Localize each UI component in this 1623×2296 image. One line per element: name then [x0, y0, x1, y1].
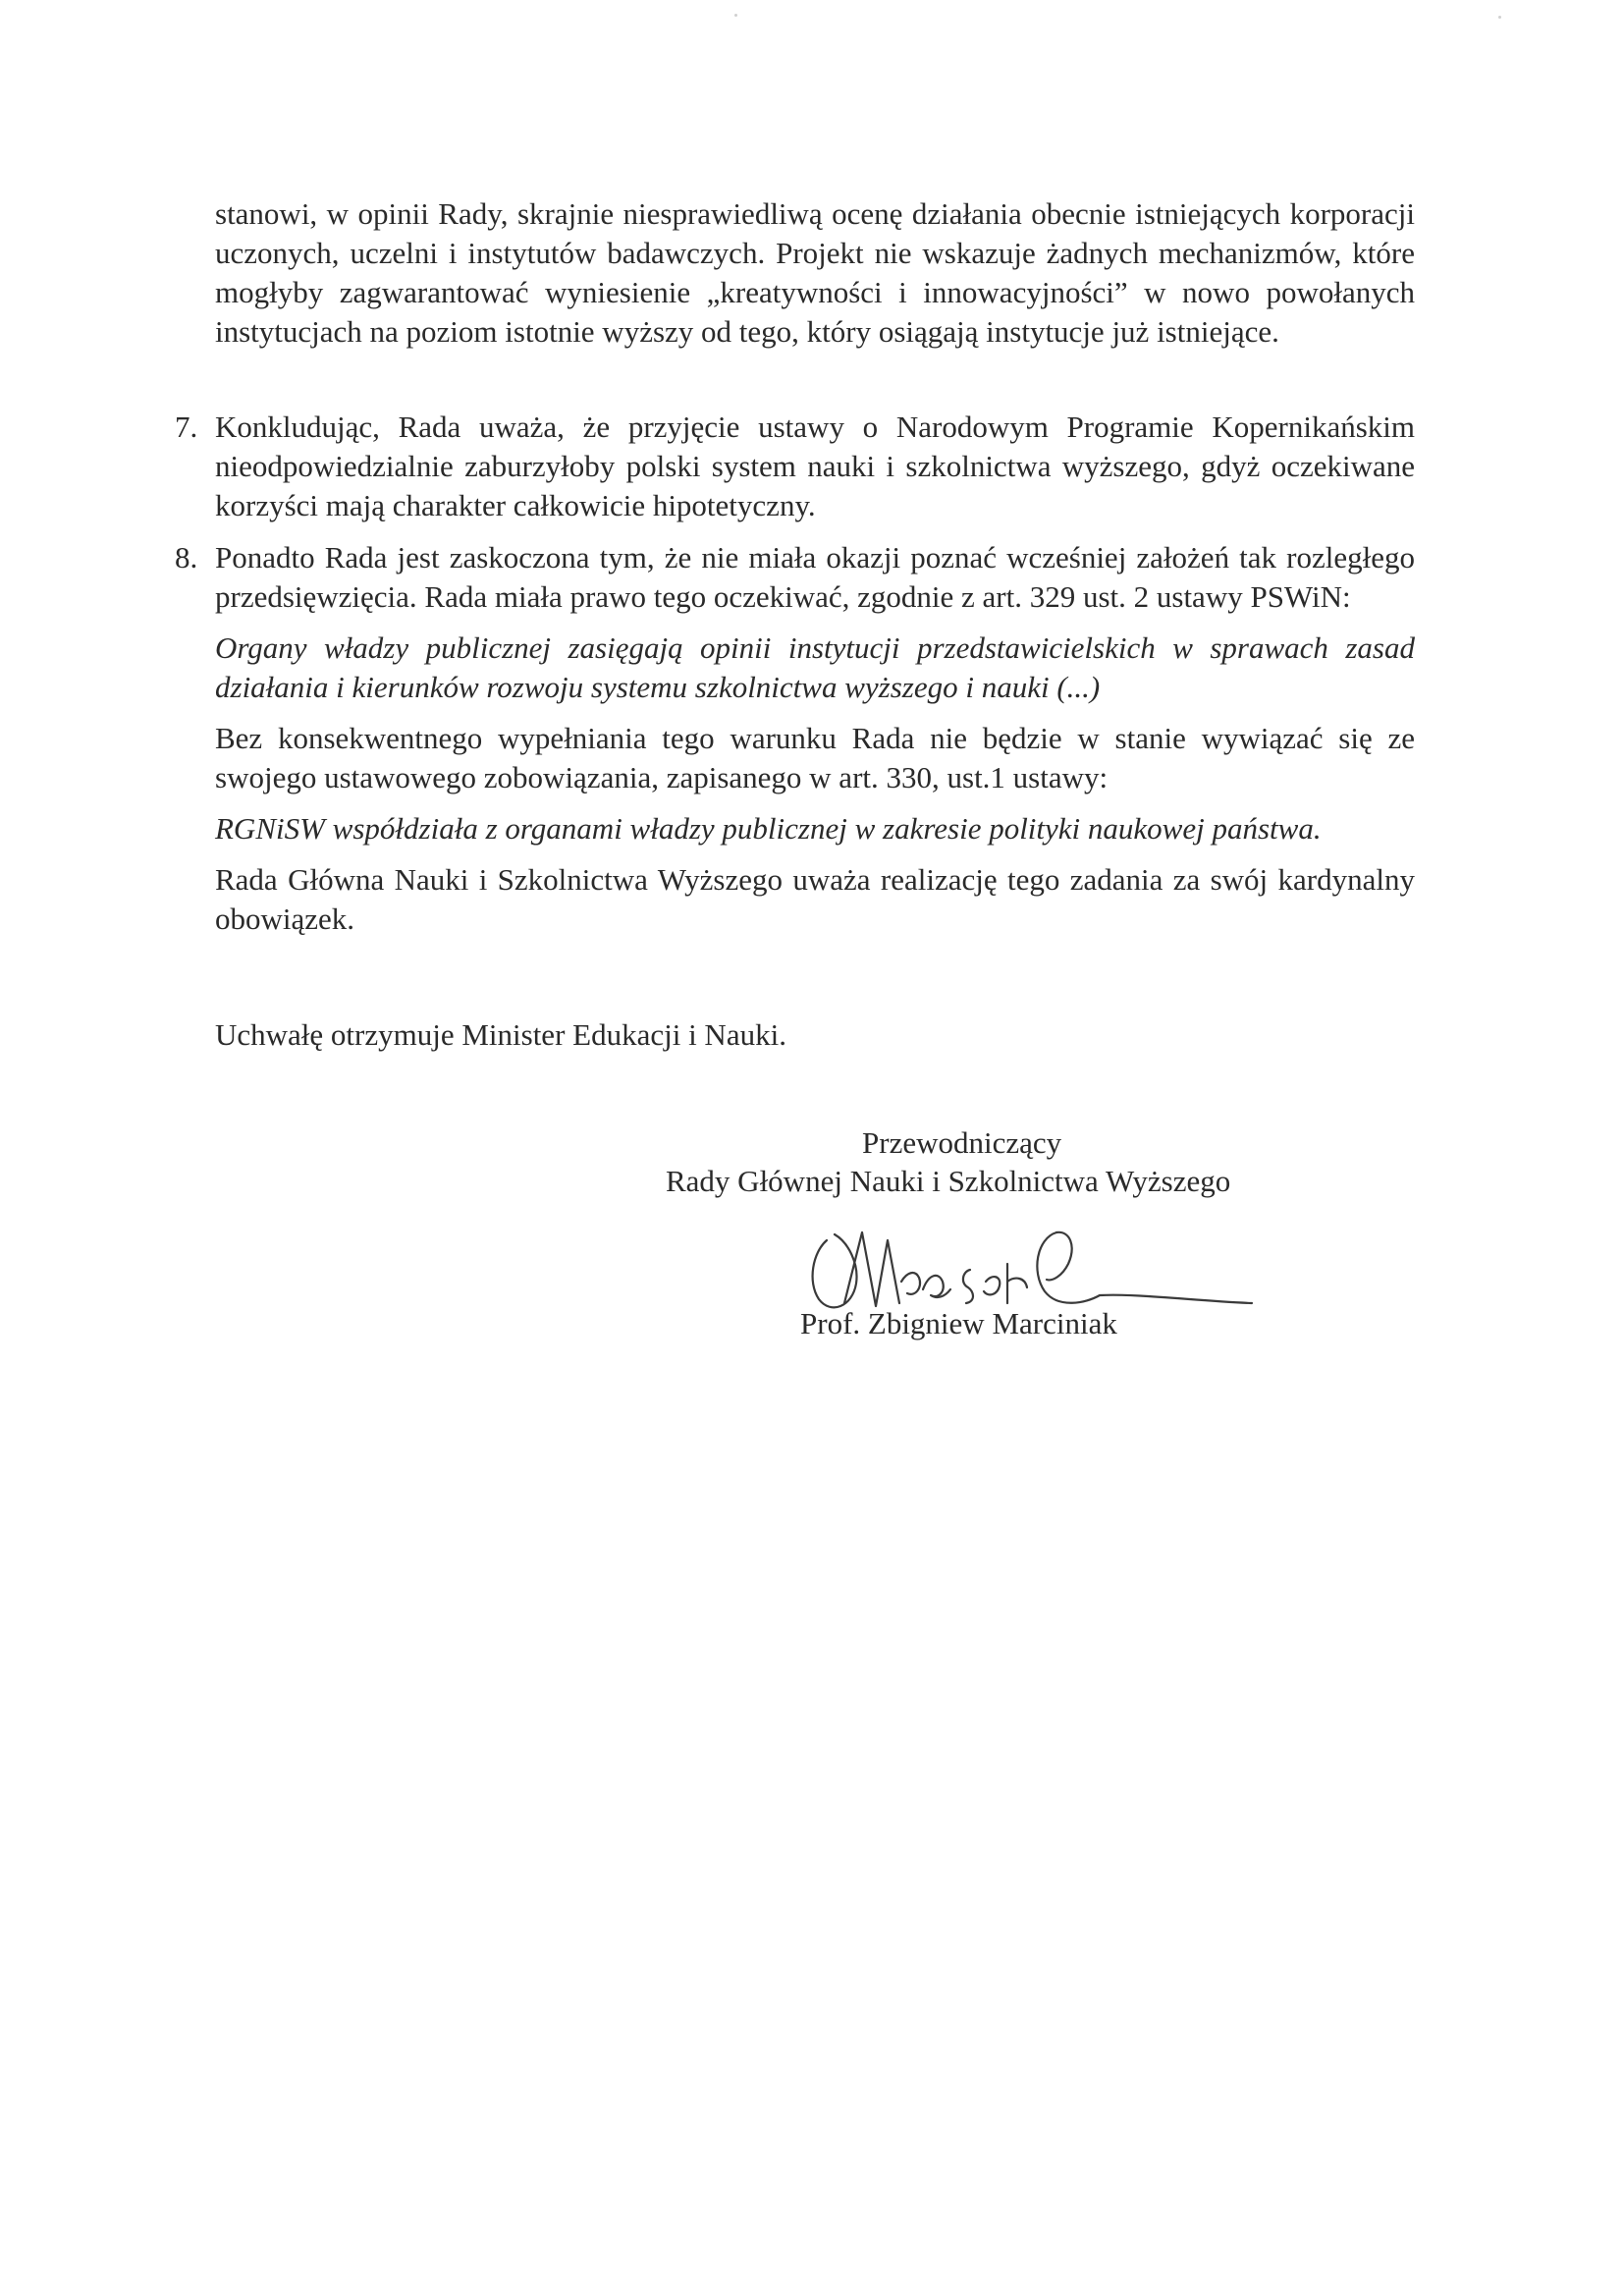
signer-name: Prof. Zbigniew Marciniak — [800, 1306, 1117, 1340]
signatory-title: Przewodniczący — [862, 1125, 1062, 1160]
signatory-organization: Rady Głównej Nauki i Szkolnictwa Wyższego — [666, 1164, 1231, 1198]
list-number: 7. — [175, 410, 198, 444]
list-item-7 — [175, 408, 1415, 525]
legal-quote: Organy władzy publicznej zasięgają opinii instytucji przedstawicielskich w sprawach zasad działania i kierunków rozwoju systemu szkolnictwa wyższego i nauki (...) — [215, 630, 1415, 704]
legal-quote: RGNiSW współdziała z organami władzy publicznej w zakresie polityki naukowej państwa. — [215, 811, 1322, 846]
paragraph: Bez konsekwentnego wypełniania tego warunku Rada nie będzie w stanie wywiązać się ze swojego ustawowego zobowiązania, zapisanego w art. 330, ust.1 ustawy: — [215, 721, 1415, 794]
paragraph: Rada Główna Nauki i Szkolnictwa Wyższego uważa realizację tego zadania za swój kardynalny obowiązek. — [215, 862, 1415, 936]
scan-speck — [1498, 16, 1501, 19]
list-item-text: Konkludując, Rada uważa, że przyjęcie ustawy o Narodowym Programie Kopernikańskim nieodpowiedzialnie zaburzyłoby polski system nauki i szkolnictwa wyższego, gdyż oczekiwane korzyści mają charakter całkowicie hipotetyczny. — [215, 410, 1415, 522]
intro-paragraph: stanowi, w opinii Rady, skrajnie niesprawiedliwą ocenę działania obecnie istniejących korporacji uczonych, uczelni i instytutów badawczych. Projekt nie wskazuje żadnych mechanizmów, które mogłyby zagwarantować wyniesienie „kreatywności i innowacyjności” w nowo powołanych instytucjach na poziom istotnie wyższy od tego, który osiągają instytucje już istniejące. — [215, 196, 1415, 349]
list-item-text: Ponadto Rada jest zaskoczona tym, że nie miała okazji poznać wcześniej założeń tak rozległego przedsięwzięcia. Rada miała prawo tego oczekiwać, zgodnie z art. 329 ust. 2 ustawy PSWiN: — [215, 540, 1415, 614]
list-number: 8. — [175, 540, 198, 574]
scan-speck — [734, 14, 737, 17]
list-item-8 — [175, 538, 1415, 951]
recipient-line: Uchwałę otrzymuje Minister Edukacji i Nauki. — [215, 1017, 786, 1052]
